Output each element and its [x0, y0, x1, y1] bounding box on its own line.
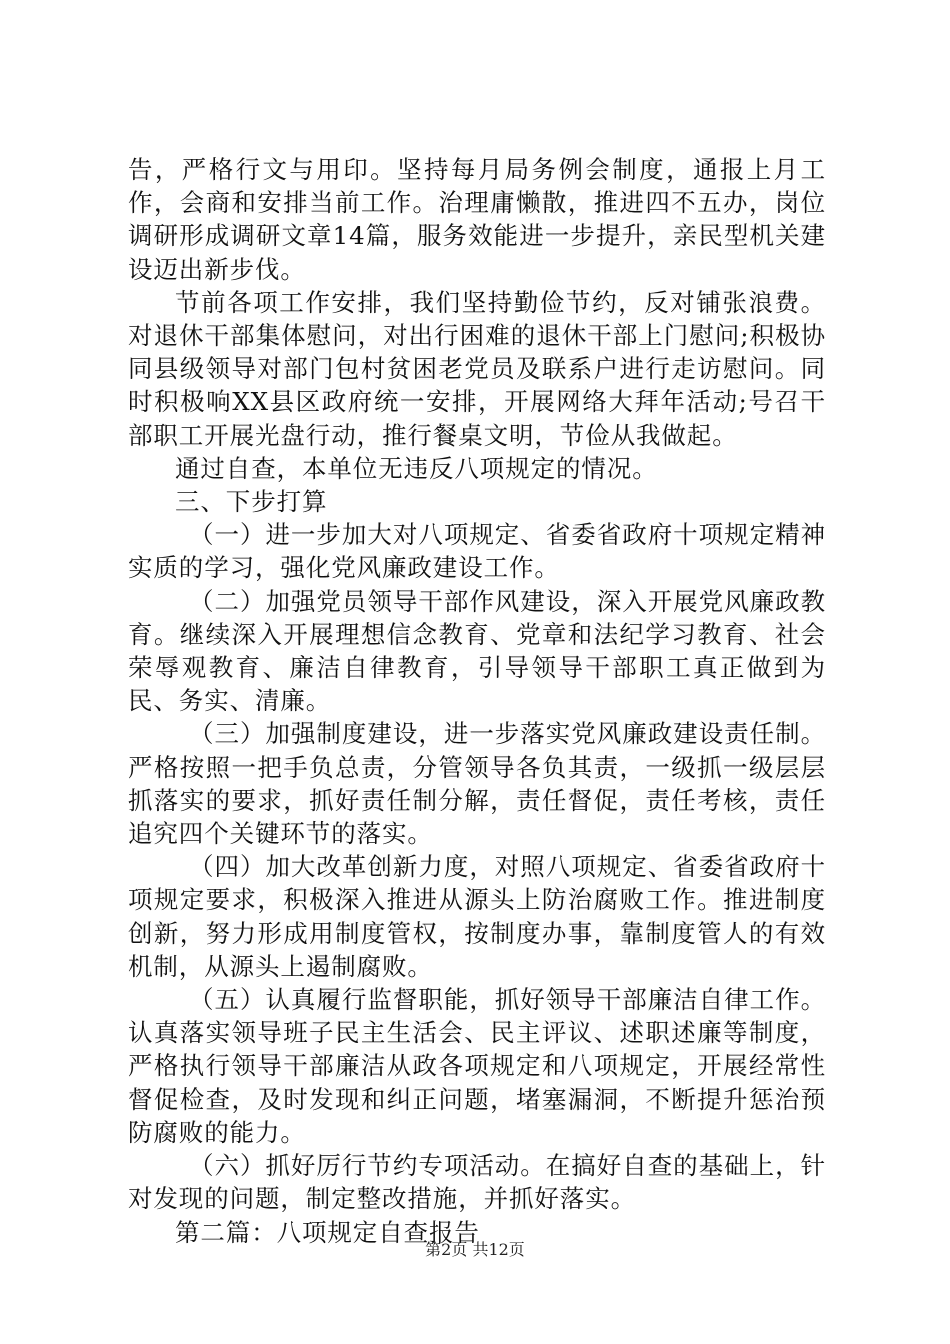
paragraph-item-4: （四）加大改革创新力度，对照八项规定、省委省政府十项规定要求，积极深入推进从源头上防治腐败工作。推进制度创新，努力形成用制度管权，按制度办事，靠制度管人的有效机制，从源头上遏制腐败。 — [128, 852, 826, 981]
paragraph-item-3: （三）加强制度建设，进一步落实党风廉政建设责任制。严格按照一把手负总责，分管领导各负其责，一级抓一级层层抓落实的要求，抓好责任制分解，责任督促，责任考核，责任追究四个关键环节的落实。 — [128, 719, 826, 849]
paragraph-self-check-conclusion: 通过自查，本单位无违反八项规定的情况。 — [175, 453, 658, 483]
paragraph-item-5: （五）认真履行监督职能，抓好领导干部廉洁自律工作。认真落实领导班子民主生活会、民主评议、述职述廉等制度，严格执行领导干部廉洁从政各项规定和八项规定，开展经常性督促检查，及时发现和纠正问题，堵塞漏洞，不断提升惩治预防腐败的能力。 — [128, 985, 826, 1147]
section-heading-next-steps: 三、下步打算 — [175, 487, 328, 517]
paragraph-continuation: 告，严格行文与用印。坚持每月局务例会制度，通报上月工作，会商和安排当前工作。治理庸懒散，推进四不五办，岗位调研形成调研文章14篇，服务效能进一步提升，亲民型机关建设迈出新步伐。 — [128, 155, 826, 284]
page-footer: 第2页 共12页 — [425, 1240, 525, 1259]
paragraph-item-2: （二）加强党员领导干部作风建设，深入开展党风廉政教育。继续深入开展理想信念教育、党章和法纪学习教育、社会荣辱观教育、廉洁自律教育，引导领导干部职工真正做到为民、务实、清廉。 — [128, 586, 826, 716]
paragraph-holiday-arrangements: 节前各项工作安排，我们坚持勤俭节约，反对铺张浪费。对退休干部集体慰问，对出行困难的退休干部上门慰问;积极协同县级领导对部门包村贫困老党员及联系户进行走访慰问。同时积极响XX县区政府统一安排，开展网络大拜年活动;号召干部职工开展光盘行动，推行餐桌文明，节俭从我做起。 — [128, 287, 826, 450]
chapter-heading-second: 第二篇：八项规定自查报告 — [175, 1217, 480, 1247]
paragraph-item-1: （一）进一步加大对八项规定、省委省政府十项规定精神实质的学习，强化党风廉政建设工作。 — [128, 520, 826, 583]
document-body — [128, 153, 826, 1249]
paragraph-item-6: （六）抓好厉行节约专项活动。在搞好自查的基础上，针对发现的问题，制定整改措施，并抓好落实。 — [128, 1151, 826, 1214]
